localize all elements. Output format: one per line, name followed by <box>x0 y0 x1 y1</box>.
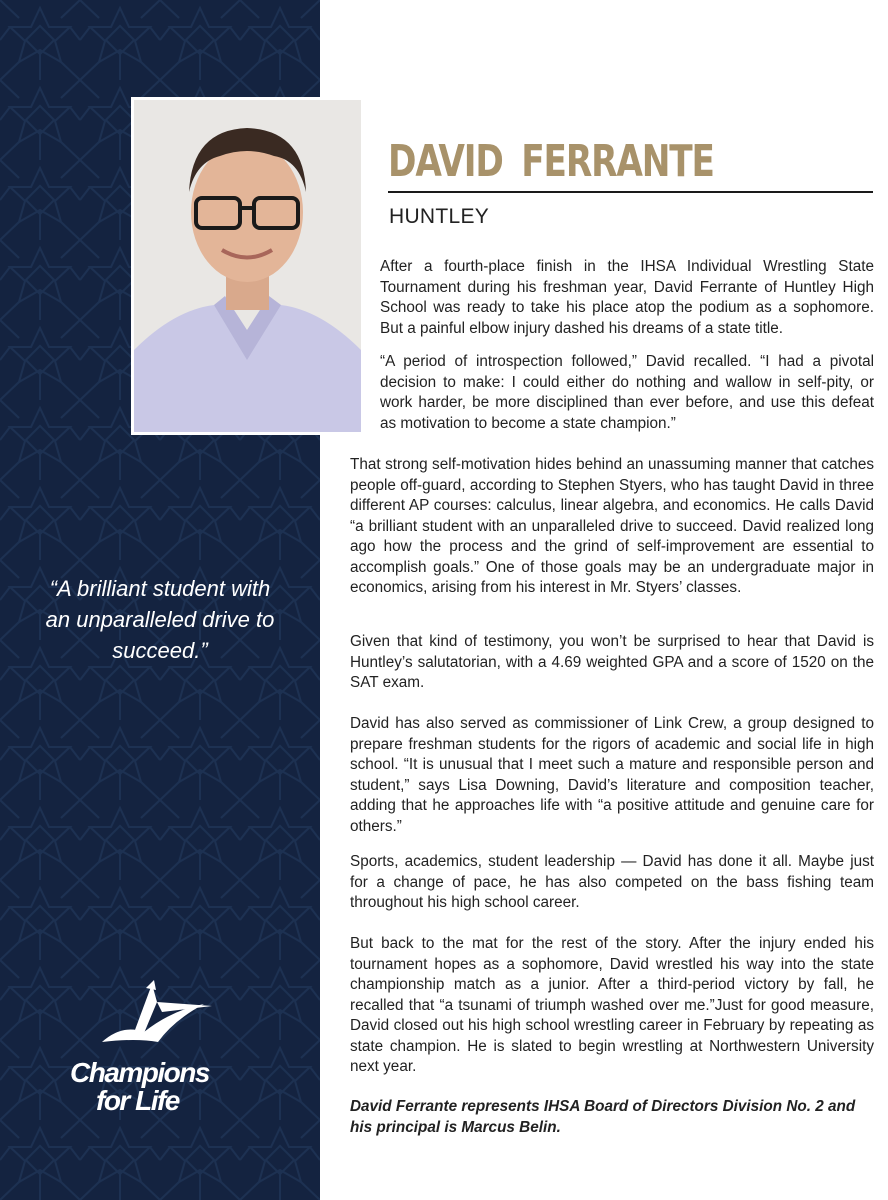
logo-text-for-life: for Life <box>96 1085 179 1116</box>
champions-for-life-logo <box>62 980 252 1120</box>
name-divider <box>388 191 873 193</box>
school-name: HUNTLEY <box>389 205 490 228</box>
logo-text-champions: Champions <box>70 1057 209 1088</box>
article-paragraph: But back to the mat for the rest of the story. After the injury ended his tournament hopes as a sophomore, David wrestled his way into the state championship match as a junior. After a third-period victory by fall, he recalled that “a tsunami of triumph washed over me.”Just for good measure, David closed out his high school wrestling career in February by repeating as state champion. He is slated to begin wrestling at Northwestern University next year. <box>350 935 874 1075</box>
article-paragraph: After a fourth-place finish in the IHSA Individual Wrestling State Tournament during his freshman year, David Ferrante of Huntley High School was ready to take his place atop the podium as a sophomore. But a painful elbow injury dashed his dreams of a state title. <box>380 258 874 337</box>
logo-figure-icon <box>62 980 252 1060</box>
article-paragraph: That strong self-motivation hides behind an unassuming manner that catches people off-guard, according to Stephen Styers, who has taught David in three different AP courses: calculus, linear algebra, and economics. He calls David “a brilliant student with an unparalleled drive to succeed. David realized long ago how the process and the grind of self-improvement are essential to accomplish goals.” One of those goals may be an undergraduate major in economics, arising from his interest in Mr. Styers’ classes. <box>350 456 874 596</box>
article-paragraph: “A period of introspection followed,” David recalled. “I had a pivotal decision to make: I could either do nothing and wallow in self-pity, or work harder, be more disciplined than ever before, and use this defeat as motivation to become a state champion.” <box>380 353 874 432</box>
article-paragraph: Given that kind of testimony, you won’t be surprised to hear that David is Huntley’s salutatorian, with a 4.69 weighted GPA and a score of 1520 on the SAT exam. <box>350 633 874 691</box>
article-paragraph: Sports, academics, student leadership — David has done it all. Maybe just for a change of pace, he has also competed on the bass fishing team throughout his high school career. <box>350 853 874 911</box>
portrait-photo <box>131 97 364 435</box>
article-paragraph: David has also served as commissioner of Link Crew, a group designed to prepare freshman students for the rigors of academic and social life in high school. “It is unusual that I meet such a mature and responsible person and student,” says Lisa Downing, David’s literature and composition teacher, adding that he approaches life with “a positive attitude and genuine care for others.” <box>350 715 874 835</box>
student-name: DAVID FERRANTE <box>388 136 714 187</box>
pull-quote: “A brilliant student with an unparalleled drive to succeed.” <box>45 576 275 663</box>
portrait-image <box>134 100 361 432</box>
closing-statement: David Ferrante represents IHSA Board of Directors Division No. 2 and his principal is Marcus Belin. <box>350 1098 856 1136</box>
